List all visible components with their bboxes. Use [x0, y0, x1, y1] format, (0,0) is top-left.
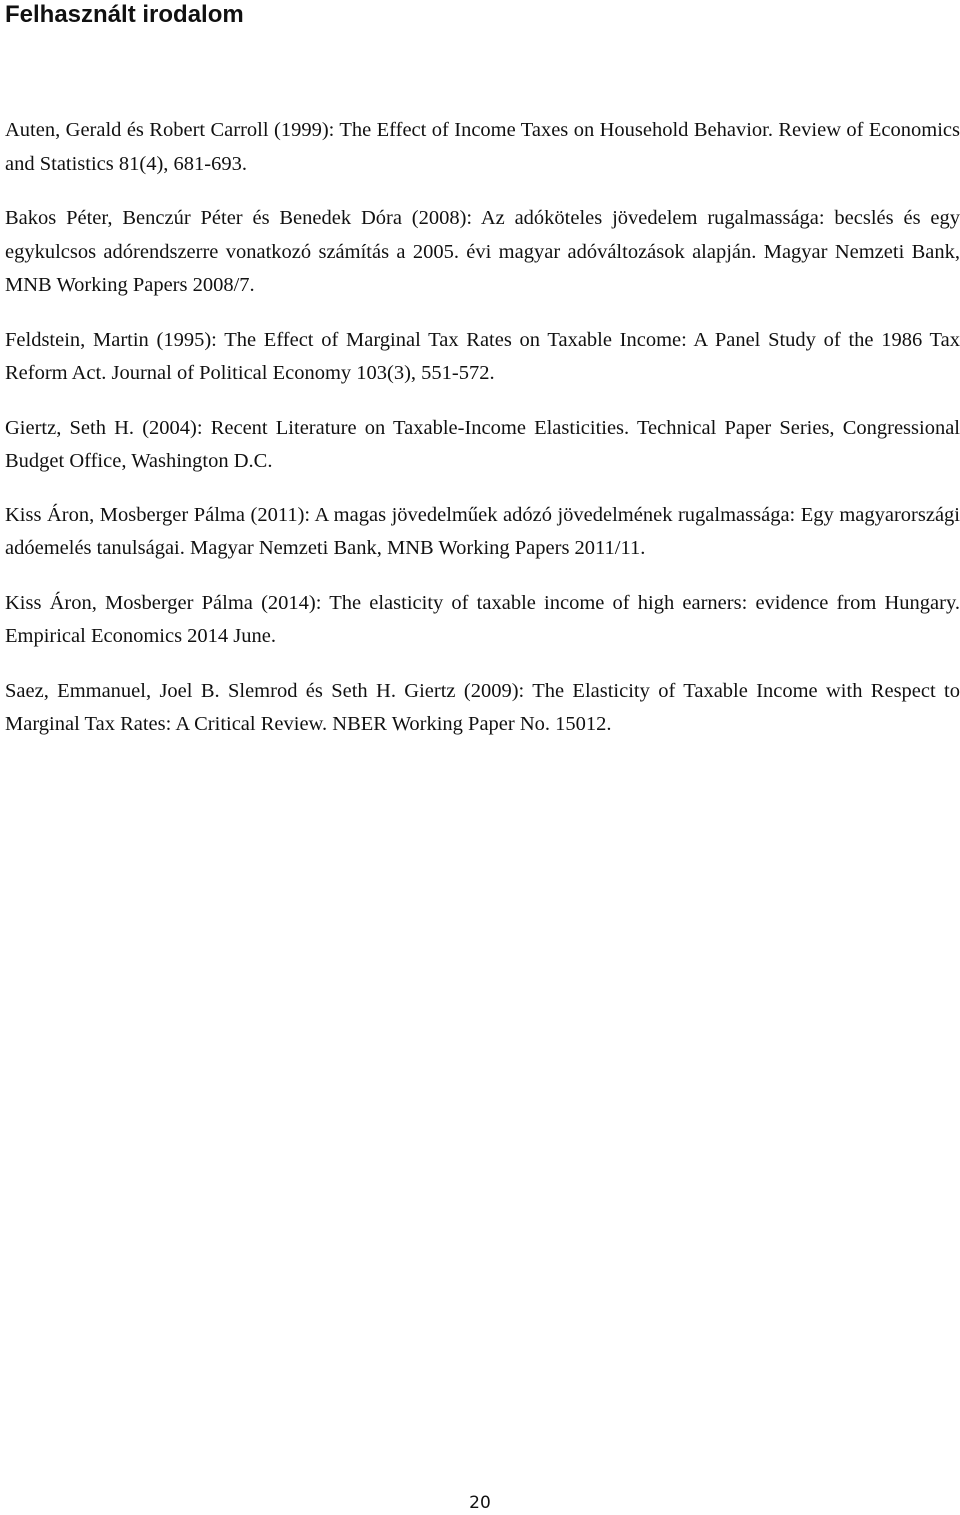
reference-item: Bakos Péter, Benczúr Péter és Benedek Dóra (2008): Az adóköteles jövedelem rugalmassága: becslés és egy egykulcsos adórendszerre vonatkozó számítás a 2005. évi magyar adóváltozások alapján. Magyar Nemzeti Bank, MNB Working Papers 2008/7. — [5, 207, 960, 296]
reference-item: Giertz, Seth H. (2004): Recent Literature on Taxable-Income Elasticities. Technical Paper Series, Congressional Budget Office, Washington D.C. — [5, 416, 960, 472]
reference-list — [5, 114, 960, 763]
reference-item: Kiss Áron, Mosberger Pálma (2011): A magas jövedelműek adózó jövedelmének rugalmassága: Egy magyarországi adóemelés tanulságai. Magyar Nemzeti Bank, MNB Working Papers 2011/11. — [5, 503, 960, 559]
page-number: 20 — [469, 1493, 491, 1513]
reference-item: Feldstein, Martin (1995): The Effect of Marginal Tax Rates on Taxable Income: A Panel Study of the 1986 Tax Reform Act. Journal of Political Economy 103(3), 551-572. — [5, 328, 960, 384]
reference-item: Kiss Áron, Mosberger Pálma (2014): The elasticity of taxable income of high earners: evidence from Hungary. Empirical Economics 2014 June. — [5, 591, 960, 647]
reference-item: Saez, Emmanuel, Joel B. Slemrod és Seth H. Giertz (2009): The Elasticity of Taxable Income with Respect to Marginal Tax Rates: A Critical Review. NBER Working Paper No. 15012. — [5, 679, 960, 735]
reference-item: Auten, Gerald és Robert Carroll (1999): The Effect of Income Taxes on Household Behavior. Review of Economics and Statistics 81(4), 681-693. — [5, 119, 960, 175]
section-heading: Felhasznált irodalom — [5, 1, 244, 28]
